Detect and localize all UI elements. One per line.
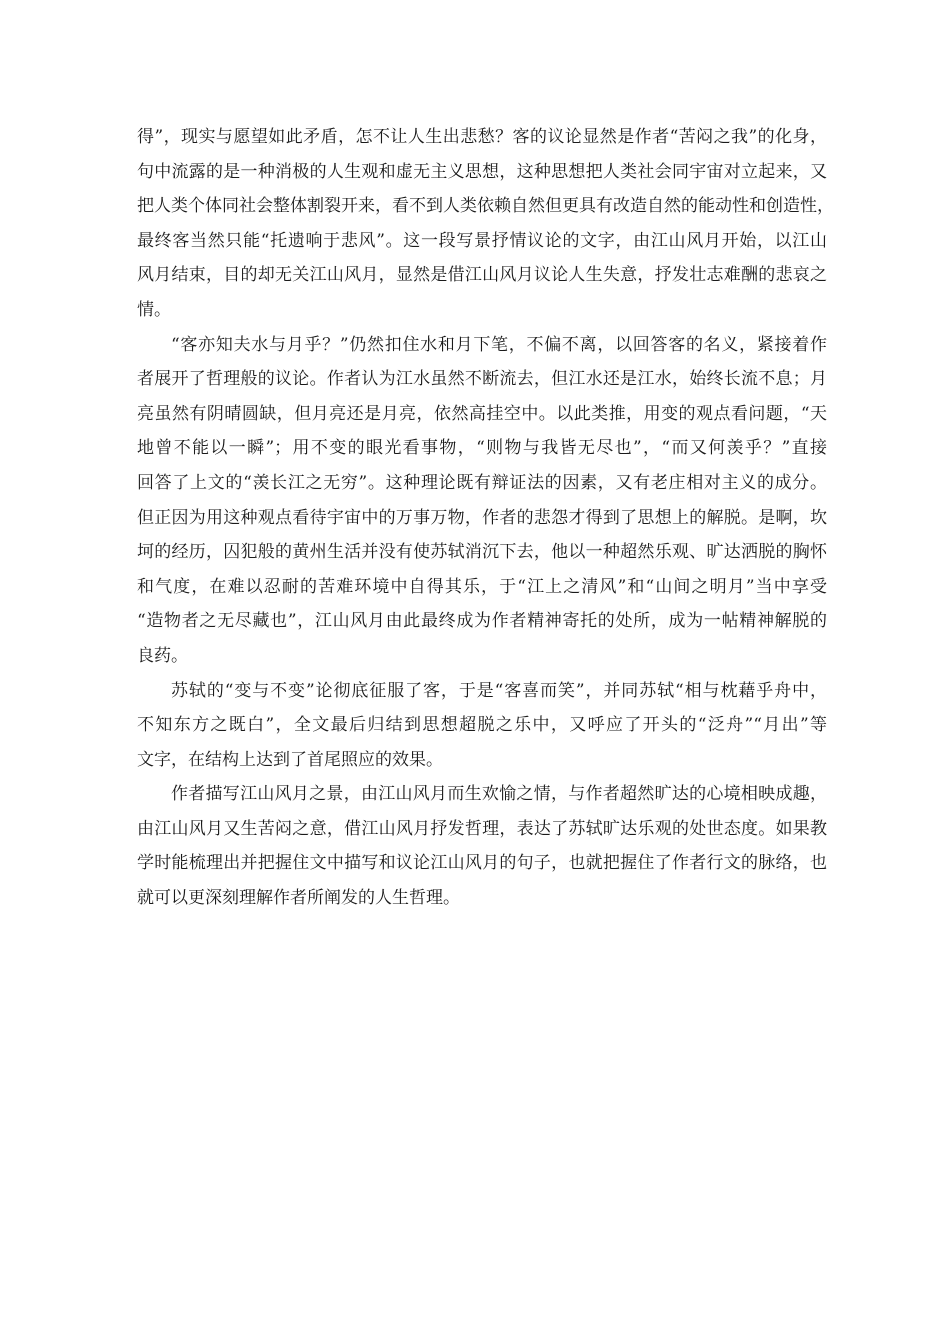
text-line: 情。 xyxy=(137,299,171,320)
text-line: “造物者之无尽藏也”，江山风月由此最终成为作者精神寄托的处所，成为一帖精神解脱的 xyxy=(137,611,827,632)
text-line: 句中流露的是一种消极的人生观和虚无主义思想，这种思想把人类社会同宇宙对立起来，又 xyxy=(137,161,827,182)
paragraph-2 xyxy=(137,328,827,674)
text-line: 但正因为用这种观点看待宇宙中的万事万物，作者的悲怨才得到了思想上的解脱。是啊，坎 xyxy=(137,507,827,528)
text-line: 良药。 xyxy=(137,645,188,666)
text-line: 和气度，在难以忍耐的苦难环境中自得其乐，于“江上之清风”和“山间之明月”当中享受 xyxy=(137,576,827,597)
paragraph-3 xyxy=(137,674,827,778)
text-line: 苏轼的“变与不变”论彻底征服了客，于是“客喜而笑”，并同苏轼“相与枕藉乎舟中， xyxy=(171,680,827,701)
text-line: 地曾不能以一瞬”；用不变的眼光看事物，“则物与我皆无尽也”，“而又何羡乎？”直接 xyxy=(137,438,827,459)
text-line: 者展开了哲理般的议论。作者认为江水虽然不断流去，但江水还是江水，始终长流不息；月 xyxy=(137,369,827,390)
paragraph-4 xyxy=(137,777,827,915)
text-line: 把人类个体同社会整体割裂开来，看不到人类依赖自然但更具有改造自然的能动性和创造性， xyxy=(137,196,834,217)
text-line: 学时能梳理出并把握住文中描写和议论江山风月的句子，也就把握住了作者行文的脉络，也 xyxy=(137,853,827,874)
text-line: 得”，现实与愿望如此矛盾，怎不让人生出悲愁？客的议论显然是作者“苦闷之我”的化身， xyxy=(137,127,827,147)
text-line: “客亦知夫水与月乎？”仍然扣住水和月下笔，不偏不离，以回答客的名义，紧接着作 xyxy=(171,334,827,355)
text-line: 坷的经历，囚犯般的黄州生活并没有使苏轼消沉下去，他以一种超然乐观、旷达洒脱的胸怀 xyxy=(137,542,827,563)
text-line: 不知东方之既白”，全文最后归结到思想超脱之乐中，又呼应了开头的“泛舟”“月出”等 xyxy=(137,715,827,736)
text-line: 作者描写江山风月之景，由江山风月而生欢愉之情，与作者超然旷达的心境相映成趣， xyxy=(171,784,827,805)
text-line: 亮虽然有阴晴圆缺，但月亮还是月亮，依然高挂空中。以此类推，用变的观点看问题，“天 xyxy=(137,403,827,424)
text-line: 最终客当然只能“托遗响于悲风”。这一段写景抒情议论的文字，由江山风月开始，以江山 xyxy=(137,230,827,251)
text-line: 由江山风月又生苦闷之意，借江山风月抒发哲理，表达了苏轼旷达乐观的处世态度。如果教 xyxy=(137,818,827,839)
text-line: 回答了上文的“羡长江之无穷”。这种理论既有辩证法的因素，又有老庄相对主义的成分。 xyxy=(137,472,827,493)
document-body xyxy=(137,120,834,916)
paragraph-1 xyxy=(137,120,834,328)
text-line: 文字，在结构上达到了首尾照应的效果。 xyxy=(137,749,443,770)
text-line: 风月结束，目的却无关江山风月，显然是借江山风月议论人生失意，抒发壮志难酬的悲哀之 xyxy=(137,265,827,286)
text-line: 就可以更深刻理解作者所阐发的人生哲理。 xyxy=(137,888,460,909)
